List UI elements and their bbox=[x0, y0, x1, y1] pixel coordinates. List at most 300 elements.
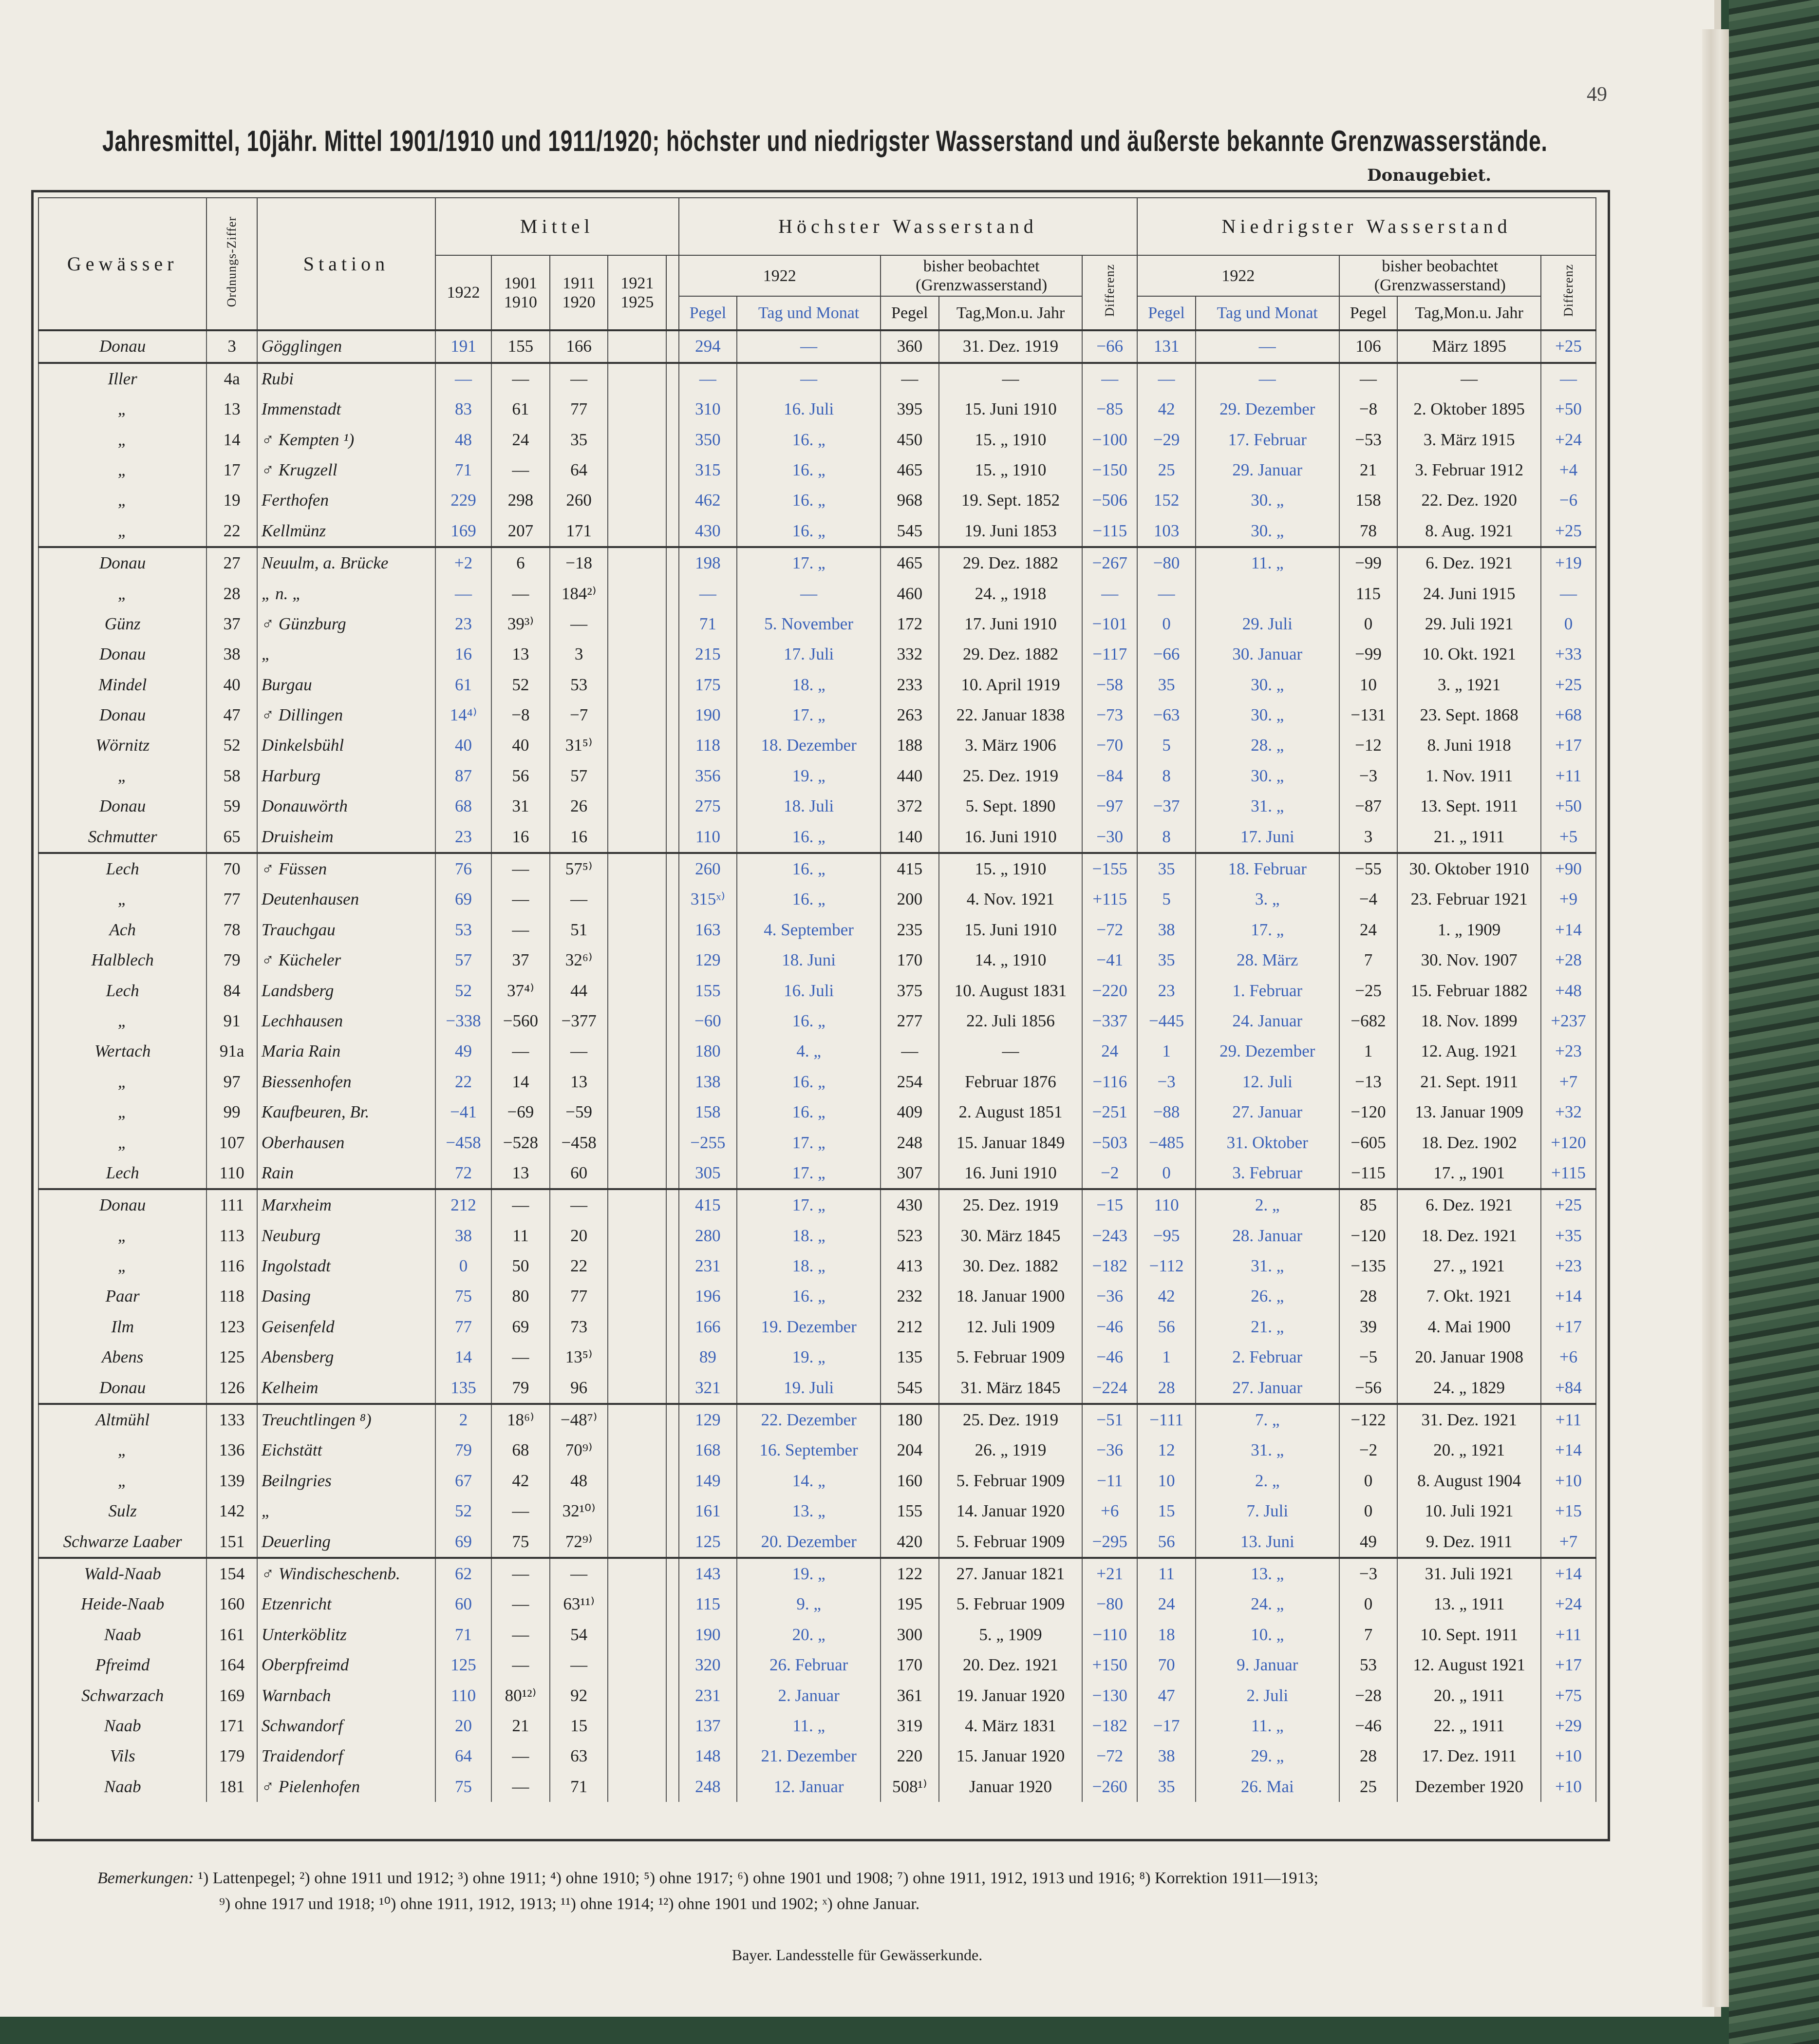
cell-s: Landsberg bbox=[257, 975, 435, 1005]
cell-hbp: 232 bbox=[881, 1281, 939, 1311]
cell-hbt: 10. April 1919 bbox=[939, 669, 1083, 700]
cell-m2: 35 bbox=[550, 424, 608, 454]
cell-n: 99 bbox=[206, 1097, 257, 1127]
cell-np: 8 bbox=[1137, 761, 1196, 791]
cell-ht: 11. „ bbox=[737, 1711, 881, 1741]
cell-nbp: −122 bbox=[1339, 1404, 1398, 1435]
cell-g: Wörnitz bbox=[38, 730, 206, 760]
cell-gap bbox=[666, 1036, 678, 1066]
cell-hbp: 172 bbox=[881, 609, 939, 639]
cell-hd: −295 bbox=[1082, 1526, 1137, 1557]
cell-g: „ bbox=[38, 1006, 206, 1036]
cell-m2: 77 bbox=[550, 1281, 608, 1311]
cell-gap bbox=[666, 1526, 678, 1557]
cell-m3 bbox=[608, 1620, 666, 1650]
cell-ht: 16. „ bbox=[737, 424, 881, 454]
cell-np: −80 bbox=[1137, 547, 1196, 578]
cell-nd: +14 bbox=[1541, 915, 1596, 945]
cell-hd: −72 bbox=[1082, 1741, 1137, 1771]
cell-m1: — bbox=[491, 1036, 550, 1066]
col-n-differenz: Differenz bbox=[1541, 255, 1596, 330]
cell-nd: +5 bbox=[1541, 821, 1596, 852]
cell-nbt: 20. „ 1911 bbox=[1397, 1680, 1541, 1710]
cell-m2: 26 bbox=[550, 791, 608, 821]
cell-hp: 148 bbox=[679, 1741, 737, 1771]
cell-s: Oberpfreimd bbox=[257, 1650, 435, 1680]
table-row bbox=[38, 945, 1596, 975]
table-row bbox=[38, 1650, 1596, 1680]
cell-hbp: 508¹⁾ bbox=[881, 1772, 939, 1802]
cell-g: Lech bbox=[38, 853, 206, 884]
cell-m1: 42 bbox=[491, 1466, 550, 1496]
cell-m1: 75 bbox=[491, 1526, 550, 1557]
cell-np: −111 bbox=[1137, 1404, 1196, 1435]
cell-m2: −59 bbox=[550, 1097, 608, 1127]
cell-m1: 37⁴⁾ bbox=[491, 975, 550, 1005]
cell-nbp: 3 bbox=[1339, 821, 1398, 852]
cell-n: 160 bbox=[206, 1589, 257, 1619]
cell-m: 79 bbox=[435, 1435, 491, 1465]
cell-nd: +24 bbox=[1541, 1589, 1596, 1619]
cell-nbp: −3 bbox=[1339, 1558, 1398, 1589]
cell-ht: 20. Dezember bbox=[737, 1526, 881, 1557]
cell-hp: 198 bbox=[679, 547, 737, 578]
cell-hbt: 5. „ 1909 bbox=[939, 1620, 1083, 1650]
cell-m3 bbox=[608, 791, 666, 821]
cell-nd: +32 bbox=[1541, 1097, 1596, 1127]
cell-nbt: 23. Februar 1921 bbox=[1397, 884, 1541, 914]
cell-nbp: — bbox=[1339, 363, 1398, 394]
table-row bbox=[38, 1281, 1596, 1311]
cell-nd: +25 bbox=[1541, 330, 1596, 362]
cell-m2: 3 bbox=[550, 639, 608, 669]
cell-n: 65 bbox=[206, 821, 257, 852]
cell-hbt: 15. Juni 1910 bbox=[939, 915, 1083, 945]
cell-g: Halblech bbox=[38, 945, 206, 975]
cell-nbp: 0 bbox=[1339, 1589, 1398, 1619]
cell-g: Schwarze Laaber bbox=[38, 1526, 206, 1557]
cell-m2: 48 bbox=[550, 1466, 608, 1496]
cell-hp: 231 bbox=[679, 1680, 737, 1710]
cell-n: 59 bbox=[206, 791, 257, 821]
table-row bbox=[38, 884, 1596, 914]
cell-hbt: 5. Februar 1909 bbox=[939, 1526, 1083, 1557]
cell-gap bbox=[666, 1158, 678, 1189]
table-row bbox=[38, 1435, 1596, 1465]
cell-nt: 13. „ bbox=[1196, 1558, 1339, 1589]
cell-nbp: −53 bbox=[1339, 424, 1398, 454]
cell-hd: −243 bbox=[1082, 1221, 1137, 1251]
cell-m: 14 bbox=[435, 1342, 491, 1372]
cell-hd: −97 bbox=[1082, 791, 1137, 821]
cell-hbp: 263 bbox=[881, 700, 939, 730]
cell-gap bbox=[666, 394, 678, 424]
cell-m3 bbox=[608, 1221, 666, 1251]
cell-hp: 143 bbox=[679, 1558, 737, 1589]
cell-m1: 31 bbox=[491, 791, 550, 821]
cell-nbp: −99 bbox=[1339, 547, 1398, 578]
cell-nbp: 28 bbox=[1339, 1281, 1398, 1311]
table-row bbox=[38, 485, 1596, 515]
cell-m3 bbox=[608, 1496, 666, 1526]
cell-m3 bbox=[608, 1741, 666, 1771]
cell-nbt: 8. Juni 1918 bbox=[1397, 730, 1541, 760]
col-h-pegel: Pegel bbox=[679, 296, 737, 330]
cell-gap bbox=[666, 1067, 678, 1097]
cell-nbt: 7. Okt. 1921 bbox=[1397, 1281, 1541, 1311]
cell-m1: −69 bbox=[491, 1097, 550, 1127]
cell-m: 77 bbox=[435, 1312, 491, 1342]
cell-m: −338 bbox=[435, 1006, 491, 1036]
cell-m2: 72⁹⁾ bbox=[550, 1526, 608, 1557]
cell-m: — bbox=[435, 363, 491, 394]
cell-m1: 13 bbox=[491, 1158, 550, 1189]
cell-m1: 40 bbox=[491, 730, 550, 760]
cell-m2: 184²⁾ bbox=[550, 578, 608, 608]
cell-np: 35 bbox=[1137, 853, 1196, 884]
table-row bbox=[38, 1189, 1596, 1220]
cell-nt: 31. Oktober bbox=[1196, 1127, 1339, 1157]
cell-hbp: 319 bbox=[881, 1711, 939, 1741]
cell-n: 37 bbox=[206, 609, 257, 639]
col-n-tag: Tag und Monat bbox=[1196, 296, 1339, 330]
cell-n: 116 bbox=[206, 1251, 257, 1281]
cell-ht: 16. „ bbox=[737, 1097, 881, 1127]
cell-nbt: 22. „ 1911 bbox=[1397, 1711, 1541, 1741]
cell-np: 42 bbox=[1137, 1281, 1196, 1311]
cell-m: 48 bbox=[435, 424, 491, 454]
cell-s: ♂ Windischeschenb. bbox=[257, 1558, 435, 1589]
cell-ht: 16. „ bbox=[737, 853, 881, 884]
cell-m1: 80¹²⁾ bbox=[491, 1680, 550, 1710]
cell-nd: +14 bbox=[1541, 1558, 1596, 1589]
cell-m: 212 bbox=[435, 1189, 491, 1220]
cell-hd: −15 bbox=[1082, 1189, 1137, 1220]
cell-ht: 17. Juli bbox=[737, 639, 881, 669]
cell-hp: 158 bbox=[679, 1097, 737, 1127]
cell-m3 bbox=[608, 700, 666, 730]
cell-m2: 32¹⁰⁾ bbox=[550, 1496, 608, 1526]
cell-g: „ bbox=[38, 1251, 206, 1281]
cell-m1: −528 bbox=[491, 1127, 550, 1157]
cell-nt: 31. „ bbox=[1196, 791, 1339, 821]
cell-nd: +24 bbox=[1541, 424, 1596, 454]
cell-nt: 24. „ bbox=[1196, 1589, 1339, 1619]
cell-ht: 17. „ bbox=[737, 547, 881, 578]
cell-nbt: 31. Juli 1921 bbox=[1397, 1558, 1541, 1589]
cell-hbp: 968 bbox=[881, 485, 939, 515]
cell-ht: 19. Dezember bbox=[737, 1312, 881, 1342]
cell-ht: 26. Februar bbox=[737, 1650, 881, 1680]
cell-m: 57 bbox=[435, 945, 491, 975]
cell-hbt: 5. Februar 1909 bbox=[939, 1466, 1083, 1496]
cell-m2: 57⁵⁾ bbox=[550, 853, 608, 884]
notes-line-2: ⁹) ohne 1917 und 1918; ¹⁰) ohne 1911, 1912, 1913; ¹¹) ohne 1914; ¹²) ohne 1901 und 1902; ˣ) ohne Januar. bbox=[219, 1894, 920, 1913]
cell-m3 bbox=[608, 394, 666, 424]
cell-hd: −110 bbox=[1082, 1620, 1137, 1650]
cell-ht: 16. „ bbox=[737, 516, 881, 547]
cell-s: ♂ Dillingen bbox=[257, 700, 435, 730]
cell-gap bbox=[666, 1620, 678, 1650]
cell-m2: 20 bbox=[550, 1221, 608, 1251]
cell-g: Vils bbox=[38, 1741, 206, 1771]
cell-g: Schwarzach bbox=[38, 1680, 206, 1710]
cell-nd: +11 bbox=[1541, 1620, 1596, 1650]
publisher-footer: Bayer. Landesstelle für Gewässerkunde. bbox=[731, 1946, 983, 1964]
table-row bbox=[38, 1526, 1596, 1557]
cell-hbt: — bbox=[939, 1036, 1083, 1066]
cell-hp: 138 bbox=[679, 1067, 737, 1097]
cell-m2: 171 bbox=[550, 516, 608, 547]
cell-hd: −2 bbox=[1082, 1158, 1137, 1189]
cell-hp: 294 bbox=[679, 330, 737, 362]
cell-nd: +68 bbox=[1541, 700, 1596, 730]
cell-nbt: März 1895 bbox=[1397, 330, 1541, 362]
cell-m1: 69 bbox=[491, 1312, 550, 1342]
cell-nbp: 21 bbox=[1339, 455, 1398, 485]
cell-m2: 54 bbox=[550, 1620, 608, 1650]
cell-m: 40 bbox=[435, 730, 491, 760]
cell-np: 70 bbox=[1137, 1650, 1196, 1680]
cell-hp: 260 bbox=[679, 853, 737, 884]
table-row bbox=[38, 516, 1596, 547]
cell-nt: 30. „ bbox=[1196, 700, 1339, 730]
table-row bbox=[38, 791, 1596, 821]
table-row bbox=[38, 578, 1596, 608]
cell-g: Naab bbox=[38, 1772, 206, 1802]
cell-nt bbox=[1196, 578, 1339, 608]
cell-g: Iller bbox=[38, 363, 206, 394]
cell-hbt: 5. Februar 1909 bbox=[939, 1589, 1083, 1619]
table-row bbox=[38, 1466, 1596, 1496]
cell-nbp: −2 bbox=[1339, 1435, 1398, 1465]
footnotes bbox=[97, 1866, 1588, 1917]
cell-nt: 28. „ bbox=[1196, 730, 1339, 760]
cell-hd: −182 bbox=[1082, 1711, 1137, 1741]
cell-g: „ bbox=[38, 485, 206, 515]
cell-m1: — bbox=[491, 1589, 550, 1619]
cell-nt: 7. „ bbox=[1196, 1404, 1339, 1435]
cell-np: 152 bbox=[1137, 485, 1196, 515]
cell-nbt: 10. Okt. 1921 bbox=[1397, 639, 1541, 669]
cell-ht: 17. „ bbox=[737, 1127, 881, 1157]
cell-hp: 305 bbox=[679, 1158, 737, 1189]
cell-s: Harburg bbox=[257, 761, 435, 791]
cell-hp: 166 bbox=[679, 1312, 737, 1342]
cell-m2: 13⁵⁾ bbox=[550, 1342, 608, 1372]
cell-s: ♂ Kücheler bbox=[257, 945, 435, 975]
cell-np: 25 bbox=[1137, 455, 1196, 485]
cell-m: 75 bbox=[435, 1281, 491, 1311]
cell-m2: −48⁷⁾ bbox=[550, 1404, 608, 1435]
cell-n: 13 bbox=[206, 394, 257, 424]
col-h-bisher: bisher beobachtet (Grenzwasserstand) bbox=[881, 255, 1082, 296]
cell-nbp: −28 bbox=[1339, 1680, 1398, 1710]
cell-nt: 28. Januar bbox=[1196, 1221, 1339, 1251]
cell-hd: −70 bbox=[1082, 730, 1137, 760]
cell-ht: 16. „ bbox=[737, 1281, 881, 1311]
cell-gap bbox=[666, 945, 678, 975]
cell-nbt: 24. „ 1829 bbox=[1397, 1372, 1541, 1403]
table-row bbox=[38, 1496, 1596, 1526]
cell-hbp: 307 bbox=[881, 1158, 939, 1189]
cell-s: Unterköblitz bbox=[257, 1620, 435, 1650]
col-m1921: 1921 1925 bbox=[608, 255, 666, 330]
cell-nbp: 158 bbox=[1339, 485, 1398, 515]
cell-hbp: 372 bbox=[881, 791, 939, 821]
cell-np: 110 bbox=[1137, 1189, 1196, 1220]
cell-m3 bbox=[608, 578, 666, 608]
cell-hbt: 15. „ 1910 bbox=[939, 455, 1083, 485]
notes-line-1: ¹) Lattenpegel; ²) ohne 1911 und 1912; ³) ohne 1911; ⁴) ohne 1910; ⁵) ohne 1917; ⁶) ohne 1901 und 1908; ⁷) ohne 1911, 1912, 1913 und 1916; ⁸) Korrektion 1911—1913; bbox=[198, 1869, 1318, 1887]
cell-m2: — bbox=[550, 884, 608, 914]
cell-hbt: 5. Sept. 1890 bbox=[939, 791, 1083, 821]
cell-m: 38 bbox=[435, 1221, 491, 1251]
cell-hbp: 220 bbox=[881, 1741, 939, 1771]
cell-n: 139 bbox=[206, 1466, 257, 1496]
cell-g: Donau bbox=[38, 639, 206, 669]
cell-g: Wald-Naab bbox=[38, 1558, 206, 1589]
table-row bbox=[38, 424, 1596, 454]
cell-nd: +15 bbox=[1541, 1496, 1596, 1526]
cell-m: 125 bbox=[435, 1650, 491, 1680]
table-row bbox=[38, 1221, 1596, 1251]
cell-hbp: 440 bbox=[881, 761, 939, 791]
cell-ht: 17. „ bbox=[737, 1158, 881, 1189]
cell-m2: 77 bbox=[550, 394, 608, 424]
cell-hbp: 409 bbox=[881, 1097, 939, 1127]
cell-ht: — bbox=[737, 363, 881, 394]
cell-nt: 12. Juli bbox=[1196, 1067, 1339, 1097]
cell-ht: 16. September bbox=[737, 1435, 881, 1465]
cell-g: „ bbox=[38, 394, 206, 424]
cell-ht: 17. „ bbox=[737, 700, 881, 730]
cell-nbt: 17. Dez. 1911 bbox=[1397, 1741, 1541, 1771]
table-row bbox=[38, 975, 1596, 1005]
cell-nbp: 24 bbox=[1339, 915, 1398, 945]
cell-hd: −130 bbox=[1082, 1680, 1137, 1710]
cell-ht: 19. Juli bbox=[737, 1372, 881, 1403]
cell-m: +2 bbox=[435, 547, 491, 578]
cell-m: 2 bbox=[435, 1404, 491, 1435]
cell-nbt: 1. „ 1909 bbox=[1397, 915, 1541, 945]
cell-s: ♂ Pielenhofen bbox=[257, 1772, 435, 1802]
col-h-tag: Tag und Monat bbox=[737, 296, 881, 330]
cell-hbt: 4. März 1831 bbox=[939, 1711, 1083, 1741]
cell-nd: +14 bbox=[1541, 1435, 1596, 1465]
cell-hbp: 180 bbox=[881, 1404, 939, 1435]
cell-nt: 27. Januar bbox=[1196, 1097, 1339, 1127]
cell-hbp: 160 bbox=[881, 1466, 939, 1496]
cell-np: 56 bbox=[1137, 1312, 1196, 1342]
cell-hp: 137 bbox=[679, 1711, 737, 1741]
cell-gap bbox=[666, 975, 678, 1005]
cell-m: 22 bbox=[435, 1067, 491, 1097]
cell-hd: +6 bbox=[1082, 1496, 1137, 1526]
cell-m2: 260 bbox=[550, 485, 608, 515]
cell-hbt: 25. Dez. 1919 bbox=[939, 761, 1083, 791]
cell-hbt: 18. Januar 1900 bbox=[939, 1281, 1083, 1311]
cell-hbt: 31. Dez. 1919 bbox=[939, 330, 1083, 362]
cell-hd: −267 bbox=[1082, 547, 1137, 578]
cell-m: 229 bbox=[435, 485, 491, 515]
cell-nbp: −115 bbox=[1339, 1158, 1398, 1189]
cell-m1: — bbox=[491, 1772, 550, 1802]
cell-m2: — bbox=[550, 363, 608, 394]
cell-nbt: 30. Oktober 1910 bbox=[1397, 853, 1541, 884]
cell-n: 52 bbox=[206, 730, 257, 760]
cell-nd: +29 bbox=[1541, 1711, 1596, 1741]
col-m1911: 1911 1920 bbox=[550, 255, 608, 330]
cell-nt: 30. „ bbox=[1196, 761, 1339, 791]
col-gewaesser: Gewässer bbox=[38, 198, 206, 330]
cell-nd: +10 bbox=[1541, 1772, 1596, 1802]
cell-m2: — bbox=[550, 1558, 608, 1589]
cell-m3 bbox=[608, 853, 666, 884]
cell-m3 bbox=[608, 424, 666, 454]
cell-hp: 320 bbox=[679, 1650, 737, 1680]
cell-m1: — bbox=[491, 455, 550, 485]
cell-nbp: −5 bbox=[1339, 1342, 1398, 1372]
cell-nbp: −131 bbox=[1339, 700, 1398, 730]
cell-gap bbox=[666, 1097, 678, 1127]
cell-m1: −8 bbox=[491, 700, 550, 730]
cell-m3 bbox=[608, 884, 666, 914]
cell-m2: 63¹¹⁾ bbox=[550, 1589, 608, 1619]
cell-nbt: 6. Dez. 1921 bbox=[1397, 547, 1541, 578]
cell-m: 23 bbox=[435, 821, 491, 852]
cell-n: 161 bbox=[206, 1620, 257, 1650]
cell-hbt: — bbox=[939, 363, 1083, 394]
cell-n: 151 bbox=[206, 1526, 257, 1557]
cell-nd: +17 bbox=[1541, 1650, 1596, 1680]
col-mittel: Mittel bbox=[435, 198, 679, 255]
cell-n: 27 bbox=[206, 547, 257, 578]
cell-np: −37 bbox=[1137, 791, 1196, 821]
cell-gap bbox=[666, 1251, 678, 1281]
cell-hbt: 22. Januar 1838 bbox=[939, 700, 1083, 730]
cell-m1: — bbox=[491, 1342, 550, 1372]
cell-nd: +7 bbox=[1541, 1067, 1596, 1097]
cell-m2: 16 bbox=[550, 821, 608, 852]
cell-hbt: 29. Dez. 1882 bbox=[939, 547, 1083, 578]
cell-nd: +90 bbox=[1541, 853, 1596, 884]
cell-s: Donauwörth bbox=[257, 791, 435, 821]
cell-nbt: 18. Dez. 1902 bbox=[1397, 1127, 1541, 1157]
cell-ht: 19. „ bbox=[737, 1558, 881, 1589]
cell-nd: +50 bbox=[1541, 791, 1596, 821]
col-station: Station bbox=[257, 198, 435, 330]
cell-m2: — bbox=[550, 609, 608, 639]
cell-hp: 196 bbox=[679, 1281, 737, 1311]
cell-nbt: 18. Dez. 1921 bbox=[1397, 1221, 1541, 1251]
cell-m1: 39³⁾ bbox=[491, 609, 550, 639]
cell-m3 bbox=[608, 1526, 666, 1557]
cell-hbp: 233 bbox=[881, 669, 939, 700]
cell-nbp: −12 bbox=[1339, 730, 1398, 760]
cell-nt: — bbox=[1196, 330, 1339, 362]
cell-hd: −506 bbox=[1082, 485, 1137, 515]
cell-m: 71 bbox=[435, 455, 491, 485]
col-hoechster: Höchster Wasserstand bbox=[679, 198, 1138, 255]
cell-hbp: 248 bbox=[881, 1127, 939, 1157]
cell-m2: 53 bbox=[550, 669, 608, 700]
cell-m3 bbox=[608, 1036, 666, 1066]
cell-s: „ n. „ bbox=[257, 578, 435, 608]
cell-hbt: 10. August 1831 bbox=[939, 975, 1083, 1005]
cell-m2: — bbox=[550, 1650, 608, 1680]
cell-nbt: 31. Dez. 1921 bbox=[1397, 1404, 1541, 1435]
